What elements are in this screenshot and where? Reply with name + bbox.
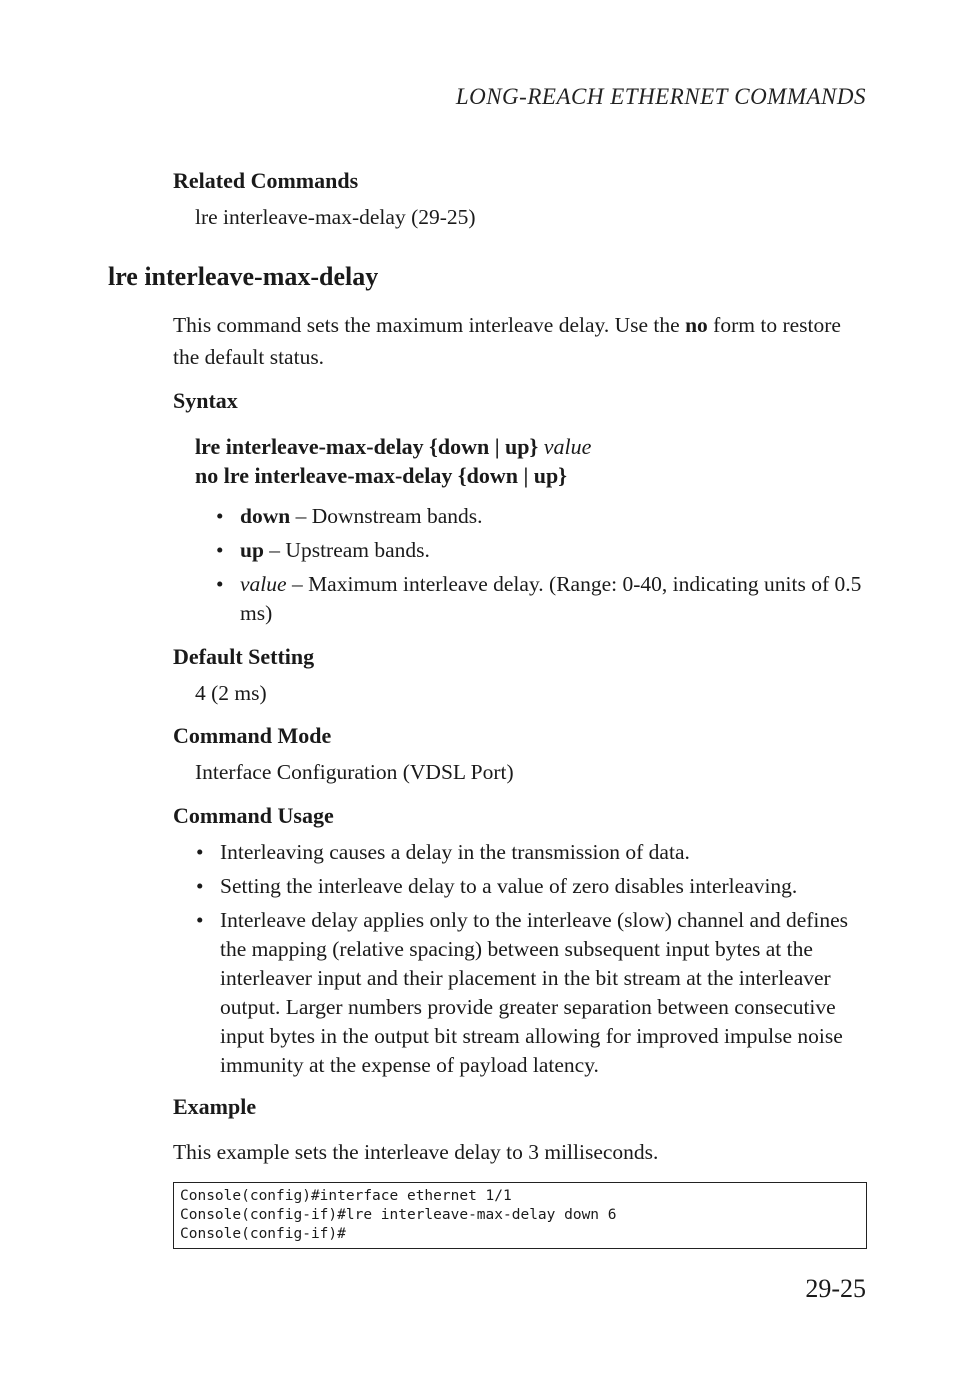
code-line: Console(config)#interface ethernet 1/1 [180,1188,512,1204]
usage-item: • Interleave delay applies only to the interleave (slow) channel and defines the mapping (relative spacing) between subsequent input bytes at the interleaver input and their placement in the bit stream at the interleaver output. Larger numbers provide greater separation between consecutive input bytes in the output bit stream allowing for improved impulse noise immunity at the expense of payload latency. [196,906,866,1080]
param-item: • down – Downstream bands. [216,502,866,531]
running-header-word-1: LONG [455,84,520,109]
command-usage-heading: Command Usage [173,803,334,828]
param-item: • up – Upstream bands. [216,536,866,565]
syntax-line-1: lre interleave-max-delay {down | up} value [195,434,592,459]
running-header: LONG-REACH ETHERNET COMMANDS [455,84,866,109]
section-title: lre interleave-max-delay [108,262,379,291]
page-number: 29-25 [805,1274,866,1303]
code-block [173,1182,867,1249]
related-commands-heading: Related Commands [173,168,359,193]
related-commands-text: lre interleave-max-delay (29-25) [195,205,476,229]
syntax-heading: Syntax [173,388,238,413]
default-setting-text: 4 (2 ms) [195,681,267,705]
command-mode-heading: Command Mode [173,723,332,748]
usage-item: • Interleaving causes a delay in the transmission of data. [196,838,866,867]
param-item: • value – Maximum interleave delay. (Range: 0-40, indicating units of 0.5 ms) [216,570,866,628]
running-header-word-4: COMMANDS [734,84,866,109]
example-text: This example sets the interleave delay to 3 milliseconds. [173,1140,659,1164]
running-header-word-2: REACH [527,84,604,109]
command-mode-text: Interface Configuration (VDSL Port) [195,760,514,784]
code-line: Console(config-if)# [180,1226,346,1242]
syntax-params [216,502,866,633]
syntax-block [195,432,591,490]
intro-paragraph: This command sets the maximum interleave delay. Use the no form to restore the default status. [173,313,841,369]
example-heading: Example [173,1094,257,1119]
running-header-word-3: ETHERNET [610,84,728,109]
syntax-line-2: no lre interleave-max-delay {down | up} [195,463,567,488]
command-usage-list [196,838,866,1085]
usage-item: • Setting the interleave delay to a value of zero disables interleaving. [196,872,866,901]
code-line: Console(config-if)#lre interleave-max-delay down 6 [180,1207,617,1223]
default-setting-heading: Default Setting [173,644,315,669]
